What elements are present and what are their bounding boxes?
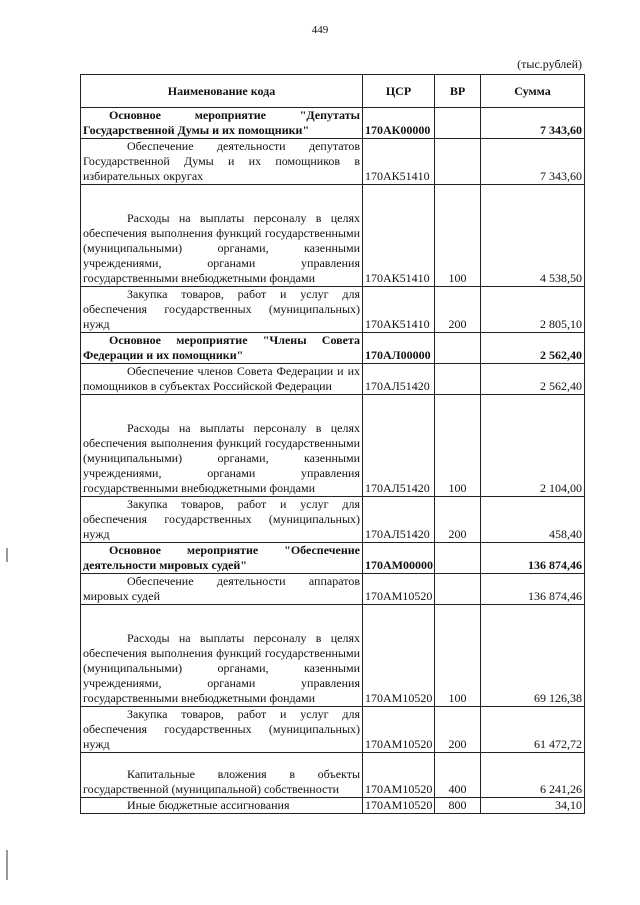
table-row	[81, 395, 585, 497]
row-name: Расходы на выплаты персоналу в целях обеспечения выполнения функций государственными (муниципальными) органами, казенными учреждениями, органами управления государственными внебюджетными фондами	[81, 395, 363, 497]
row-vr	[435, 139, 481, 185]
row-vr: 200	[435, 707, 481, 753]
scan-mark	[6, 548, 8, 562]
row-name: Расходы на выплаты персоналу в целях обеспечения выполнения функций государственными (муниципальными) органами, казенными учреждениями, органами управления государственными внебюджетными фондами	[81, 605, 363, 707]
scan-mark	[6, 850, 8, 880]
row-csr: 170АЛ51420	[363, 364, 435, 395]
row-sum: 2 104,00	[481, 395, 585, 497]
header-vr: ВР	[435, 75, 481, 108]
row-csr: 170АК51410	[363, 287, 435, 333]
units-label: (тыс.рублей)	[517, 57, 582, 71]
table-row	[81, 364, 585, 395]
row-sum: 136 874,46	[481, 574, 585, 605]
row-csr: 170АМ10520	[363, 753, 435, 798]
row-sum: 7 343,60	[481, 108, 585, 139]
table-row	[81, 287, 585, 333]
table-row	[81, 333, 585, 364]
row-csr: 170АК51410	[363, 185, 435, 287]
table-row	[81, 798, 585, 814]
row-sum: 69 126,38	[481, 605, 585, 707]
row-name: Закупка товаров, работ и услуг для обеспечения государственных (муниципальных) нужд	[81, 497, 363, 543]
table-row	[81, 139, 585, 185]
row-sum: 2 805,10	[481, 287, 585, 333]
budget-table	[80, 74, 585, 814]
table-row	[81, 185, 585, 287]
table-header-row	[81, 75, 585, 108]
row-vr	[435, 108, 481, 139]
row-sum: 6 241,26	[481, 753, 585, 798]
table-row	[81, 497, 585, 543]
row-csr: 170АЛ51420	[363, 497, 435, 543]
row-vr: 200	[435, 497, 481, 543]
row-name: Капитальные вложения в объекты государственной (муниципальной) собственности	[81, 753, 363, 798]
row-name: Расходы на выплаты персоналу в целях обеспечения выполнения функций государственными (муниципальными) органами, казенными учреждениями, органами управления государственными внебюджетными фондами	[81, 185, 363, 287]
row-csr: 170АЛ51420	[363, 395, 435, 497]
table-row	[81, 574, 585, 605]
row-csr: 170АК51410	[363, 139, 435, 185]
row-sum: 136 874,46	[481, 543, 585, 574]
table-row	[81, 108, 585, 139]
row-name: Закупка товаров, работ и услуг для обеспечения государственных (муниципальных) нужд	[81, 707, 363, 753]
row-vr	[435, 333, 481, 364]
row-name: Закупка товаров, работ и услуг для обеспечения государственных (муниципальных) нужд	[81, 287, 363, 333]
row-vr	[435, 364, 481, 395]
row-csr: 170АМ10520	[363, 707, 435, 753]
row-csr: 170АК00000	[363, 108, 435, 139]
table-row	[81, 605, 585, 707]
row-name: Иные бюджетные ассигнования	[81, 798, 363, 814]
row-csr: 170АМ10520	[363, 798, 435, 814]
row-vr: 200	[435, 287, 481, 333]
row-name: Обеспечение членов Совета Федерации и их помощников в субъектах Российской Федерации	[81, 364, 363, 395]
row-vr	[435, 574, 481, 605]
table-row	[81, 707, 585, 753]
row-csr: 170АМ00000	[363, 543, 435, 574]
row-sum: 2 562,40	[481, 333, 585, 364]
row-csr: 170АЛ00000	[363, 333, 435, 364]
row-csr: 170АМ10520	[363, 605, 435, 707]
row-sum: 4 538,50	[481, 185, 585, 287]
row-sum: 34,10	[481, 798, 585, 814]
row-name: Основное мероприятие "Обеспечение деятельности мировых судей"	[81, 543, 363, 574]
row-name: Обеспечение деятельности депутатов Государственной Думы и их помощников в избирательных округах	[81, 139, 363, 185]
table-row	[81, 543, 585, 574]
row-sum: 458,40	[481, 497, 585, 543]
row-vr: 100	[435, 395, 481, 497]
row-vr: 100	[435, 185, 481, 287]
row-vr: 800	[435, 798, 481, 814]
row-name: Основное мероприятие "Члены Совета Федерации и их помощники"	[81, 333, 363, 364]
row-vr: 100	[435, 605, 481, 707]
header-sum: Сумма	[481, 75, 585, 108]
row-vr: 400	[435, 753, 481, 798]
table-row	[81, 753, 585, 798]
row-sum: 61 472,72	[481, 707, 585, 753]
page-number: 449	[311, 24, 329, 36]
row-csr: 170АМ10520	[363, 574, 435, 605]
row-vr	[435, 543, 481, 574]
row-name: Основное мероприятие "Депутаты Государственной Думы и их помощники"	[81, 108, 363, 139]
header-csr: ЦСР	[363, 75, 435, 108]
header-name: Наименование кода	[81, 75, 363, 108]
row-sum: 7 343,60	[481, 139, 585, 185]
row-sum: 2 562,40	[481, 364, 585, 395]
row-name: Обеспечение деятельности аппаратов мировых судей	[81, 574, 363, 605]
